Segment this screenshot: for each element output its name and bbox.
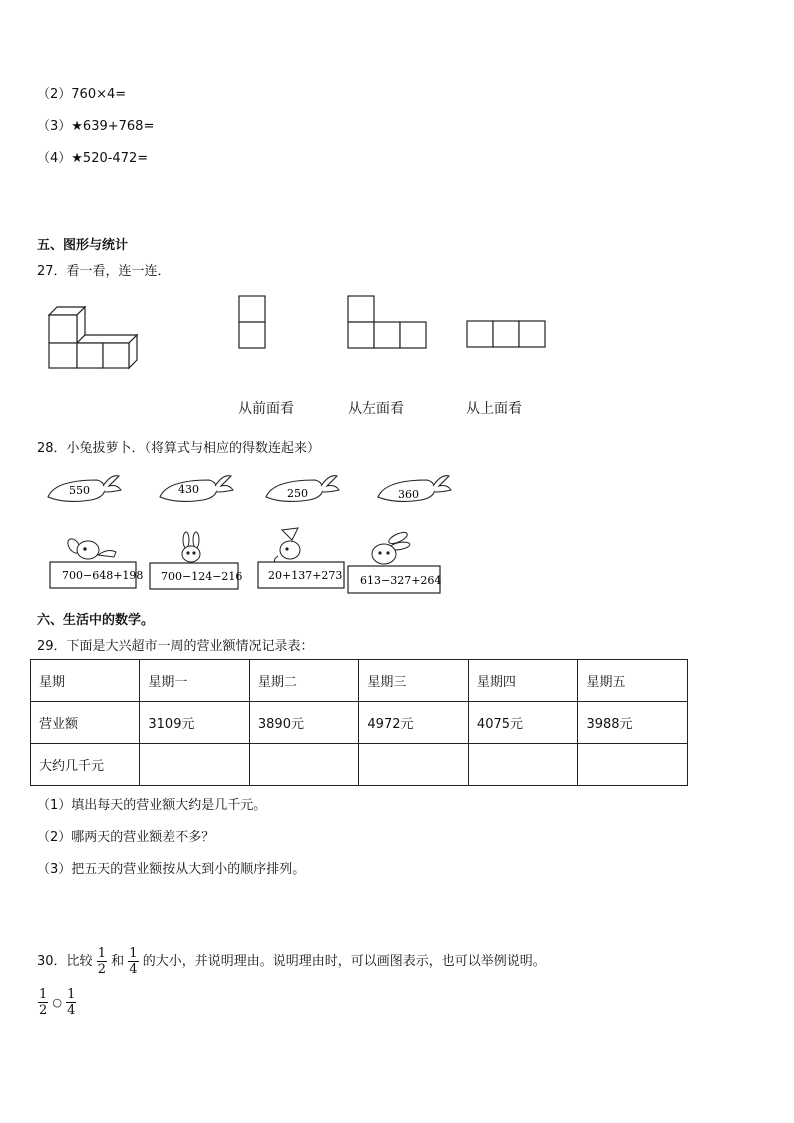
table-cell [140,744,250,786]
label-top-view: 从上面看 [466,401,522,417]
table-cell: 星期 [31,660,140,702]
expression-label: 700−124−216 [161,570,243,583]
fraction-denominator: 2 [97,962,106,977]
fraction-denominator: 2 [39,1003,48,1018]
table-cell: 3988元 [578,702,688,744]
fraction-one-half [38,987,48,1018]
calc-item-3: （3）★639+768= [37,119,155,134]
table-row [31,702,688,744]
label-front-view: 从前面看 [238,401,294,417]
carrot-value: 430 [178,483,199,496]
calc-item-2: （2）760×4= [37,87,127,102]
rabbit-sign [148,530,243,593]
sales-table [30,659,688,786]
table-cell: 星期二 [249,660,359,702]
question-30-prefix: 30．比较 [37,954,93,969]
comparison-line [38,987,76,1018]
comparison-circle[interactable]: ○ [52,996,63,1009]
table-cell: 4972元 [359,702,469,744]
table-cell [359,744,469,786]
fraction-one-quarter [66,987,76,1018]
table-cell: 大约几千元 [31,744,140,786]
fraction-denominator: 4 [67,1003,76,1018]
table-cell: 星期三 [359,660,469,702]
rabbit-sign [48,530,143,593]
table-cell: 营业额 [31,702,140,744]
question-30-suffix: 的大小，并说明理由。说明理由时，可以画图表示，也可以举例说明。 [142,954,546,969]
carrot-value: 250 [287,487,308,500]
fraction-denominator: 4 [129,962,138,977]
question-30-and: 和 [111,954,125,969]
table-cell [578,744,688,786]
table-cell [249,744,359,786]
view-l-shape [347,295,429,351]
fraction-one-half [97,946,107,977]
carrot-icon [45,470,125,510]
view-horizontal-three [466,320,548,350]
table-cell: 星期五 [578,660,688,702]
section-5-title: 五、图形与统计 [37,238,129,253]
table-row [31,744,688,786]
fraction-numerator: 1 [39,987,48,1002]
table-cell: 星期一 [140,660,250,702]
table-row [31,660,688,702]
section-6-title: 六、生活中的数学。 [37,613,155,628]
question-29-sub-3: （3）把五天的营业额按从大到小的顺序排列。 [37,862,306,877]
table-cell [468,744,578,786]
table-cell: 3109元 [140,702,250,744]
calc-item-4: （4）★520-472= [37,151,149,166]
fraction-numerator: 1 [129,946,138,961]
fraction-numerator: 1 [67,987,76,1002]
question-29-sub-2: （2）哪两天的营业额差不多？ [37,830,215,845]
carrot-value: 550 [69,484,90,497]
view-vertical-two [238,295,268,351]
carrot-value: 360 [398,488,419,501]
carrot-icon [375,470,455,510]
carrot-icon [157,470,237,510]
expression-label: 20+137+273 [268,569,343,582]
expression-label: 700−648+198 [62,569,143,582]
expression-label: 613−327+264 [360,574,442,587]
question-28: 28．小兔拔萝卜．（将算式与相应的得数连起来） [37,441,321,456]
cube-stack-figure [45,302,140,372]
fraction-one-quarter [128,946,138,977]
question-30 [37,946,546,977]
rabbit-sign [344,528,444,596]
rabbit-sign [254,526,349,592]
question-29: 29．下面是大兴超市一周的营业额情况记录表： [37,639,314,654]
table-cell: 星期四 [468,660,578,702]
label-left-view: 从左面看 [348,401,404,417]
fraction-numerator: 1 [97,946,106,961]
table-cell: 4075元 [468,702,578,744]
table-cell: 3890元 [249,702,359,744]
question-27: 27．看一看，连一连． [37,264,171,279]
carrot-icon [263,470,343,510]
question-29-sub-1: （1）填出每天的营业额大约是几千元。 [37,798,267,813]
